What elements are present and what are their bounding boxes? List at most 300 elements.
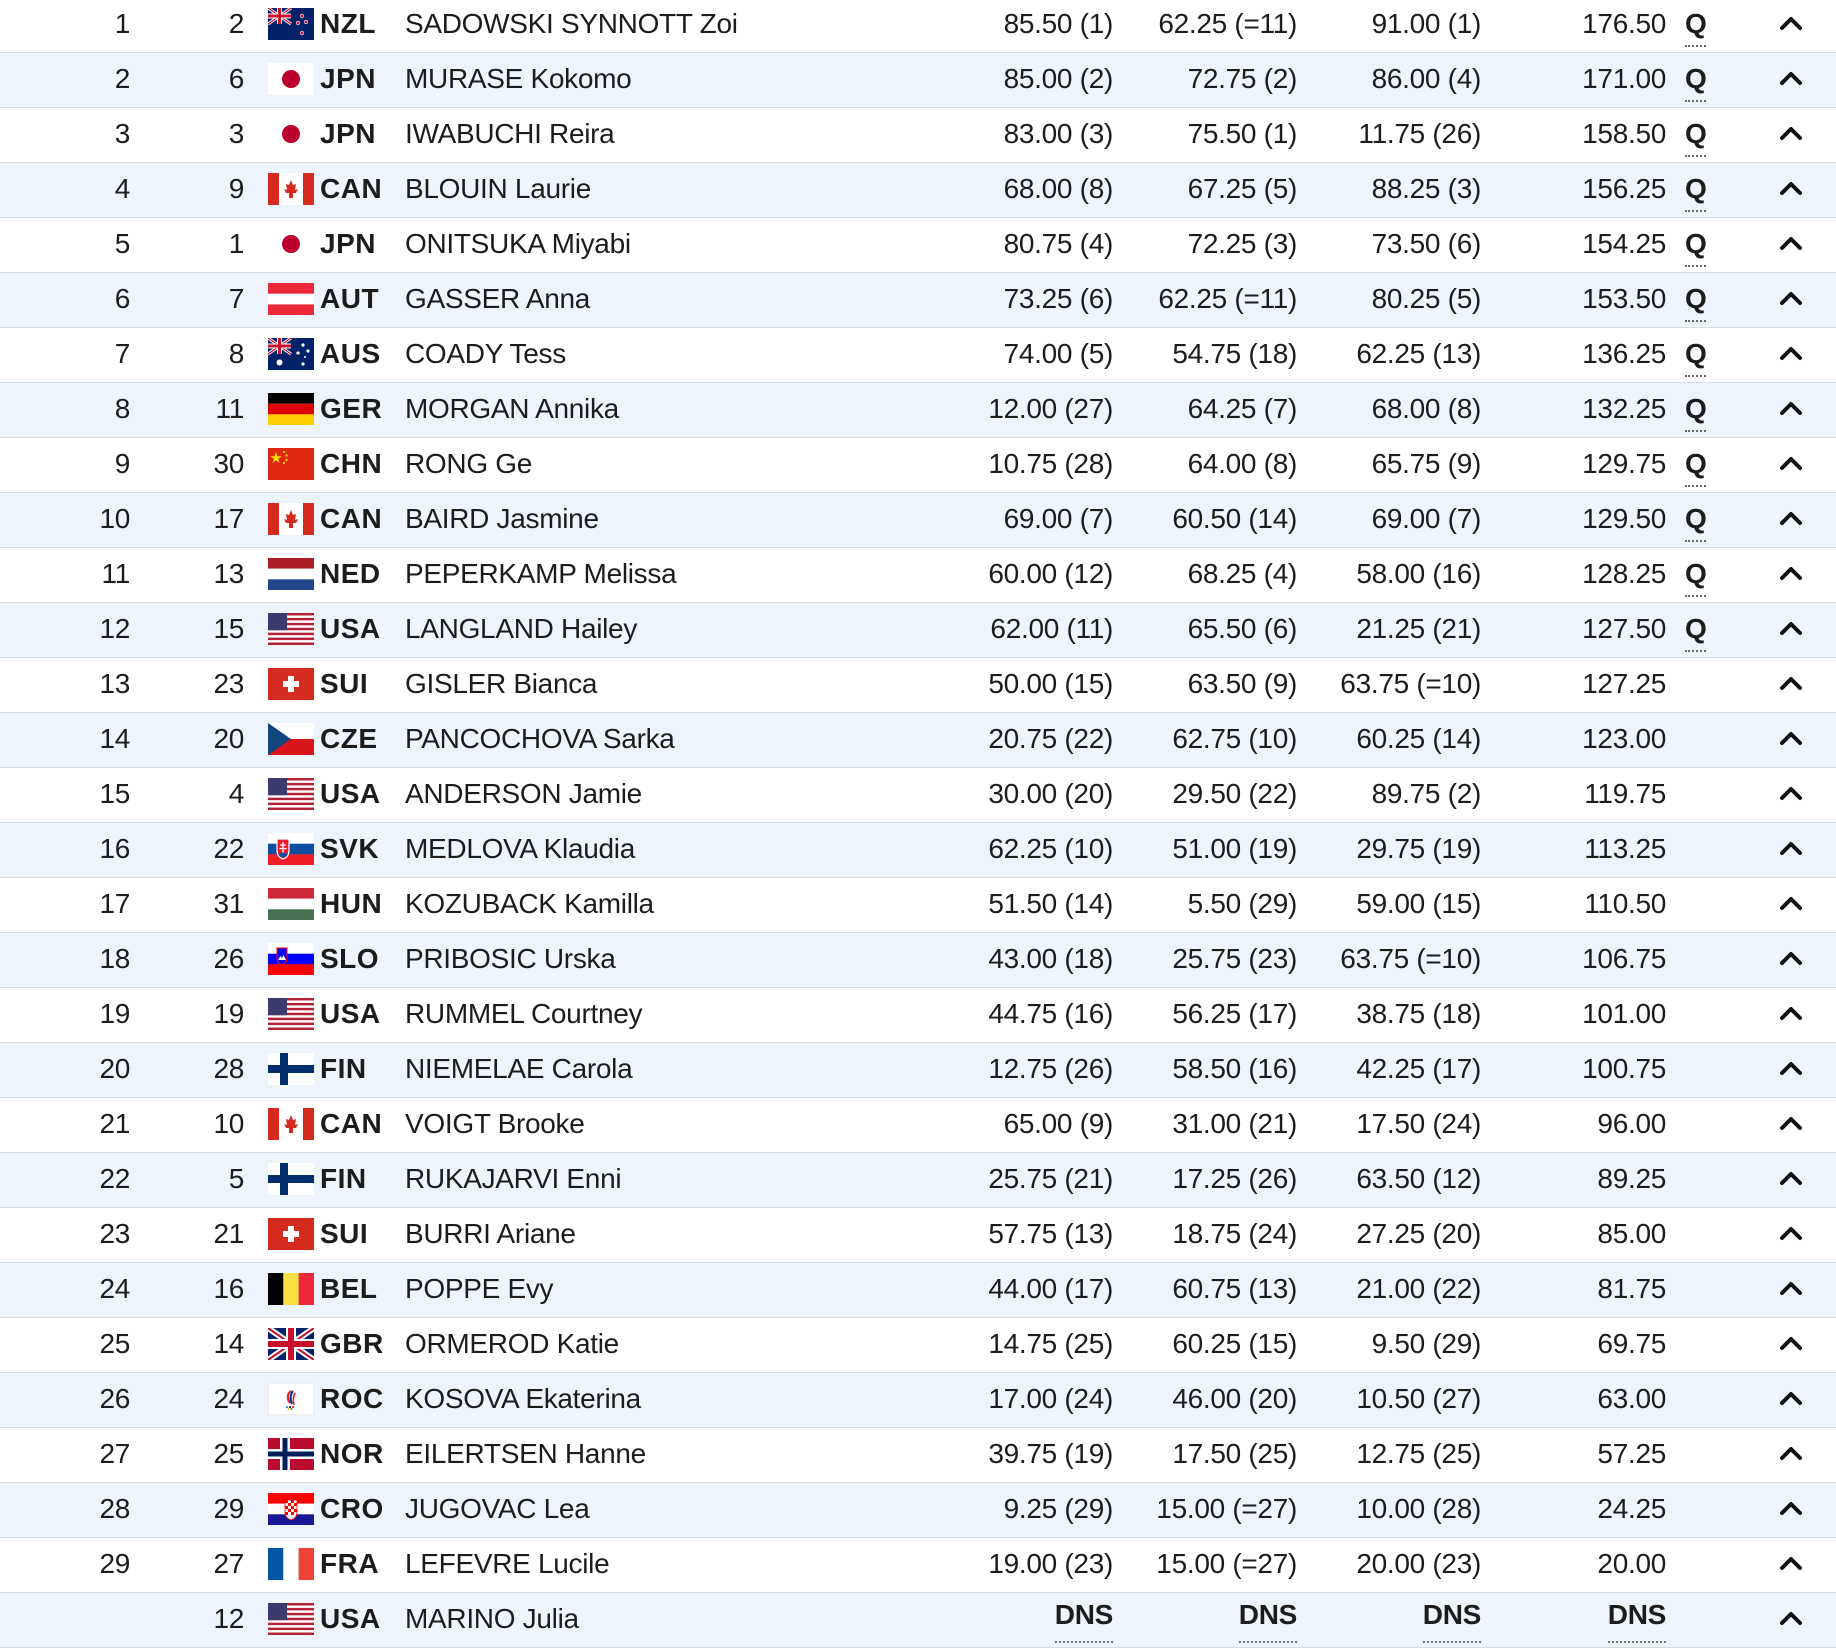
total-score: 106.75 <box>1582 943 1666 974</box>
qualified-badge <box>1685 108 1706 162</box>
run2-score: 17.25 (26) <box>1172 1163 1297 1194</box>
expand-chevron-icon[interactable] <box>1778 728 1804 748</box>
athlete-name[interactable]: KOZUBACK Kamilla <box>405 888 654 919</box>
qualified-badge <box>1685 548 1706 602</box>
run1-score: 62.25 (10) <box>988 833 1113 864</box>
run3-score: 17.50 (24) <box>1356 1108 1481 1139</box>
bib-number: 10 <box>213 1108 244 1139</box>
flag-roc-icon <box>268 1383 314 1415</box>
noc-code: CAN <box>320 503 383 534</box>
athlete-name[interactable]: PEPERKAMP Melissa <box>405 558 677 589</box>
run3-score: 80.25 (5) <box>1371 283 1481 314</box>
expand-chevron-icon[interactable] <box>1778 1113 1804 1133</box>
flag-cze-icon <box>268 723 314 755</box>
result-row[interactable] <box>0 1043 1836 1098</box>
expand-chevron-icon[interactable] <box>1778 1443 1804 1463</box>
noc-code: SLO <box>320 943 380 974</box>
result-row[interactable] <box>0 1208 1836 1263</box>
expand-chevron-icon[interactable] <box>1778 673 1804 693</box>
run2-score: 67.25 (5) <box>1187 173 1297 204</box>
rank: 17 <box>99 888 130 919</box>
run1-score: 17.00 (24) <box>988 1383 1113 1414</box>
qualified-badge <box>1685 0 1706 52</box>
total-score: 110.50 <box>1584 888 1666 919</box>
result-row[interactable] <box>0 1153 1836 1208</box>
total-score: 85.00 <box>1597 1218 1666 1249</box>
run3-score: 29.75 (19) <box>1356 833 1481 864</box>
rank: 5 <box>114 228 130 259</box>
rank: 13 <box>99 668 130 699</box>
run1-score: 80.75 (4) <box>1003 228 1113 259</box>
result-row[interactable] <box>0 1593 1836 1648</box>
flag-gbr-icon <box>268 1328 314 1360</box>
flag-jpn-icon <box>268 118 314 150</box>
athlete-name[interactable]: COADY Tess <box>405 338 566 369</box>
run1-score: 14.75 (25) <box>988 1328 1113 1359</box>
bib-number: 17 <box>213 503 244 534</box>
qualified-mark: Q <box>1685 388 1706 432</box>
bib-number: 29 <box>213 1493 244 1524</box>
run1-score: 25.75 (21) <box>988 1163 1113 1194</box>
bib-number: 26 <box>213 943 244 974</box>
run2-score: 63.50 (9) <box>1187 668 1297 699</box>
run2-score: 72.75 (2) <box>1187 63 1297 94</box>
noc-code: GBR <box>320 1328 384 1359</box>
run1-score: 12.00 (27) <box>988 393 1113 424</box>
qualified-badge <box>1685 438 1706 492</box>
run1-score: 44.75 (16) <box>988 998 1113 1029</box>
run1-score: 68.00 (8) <box>1003 173 1113 204</box>
run3-score: 27.25 (20) <box>1356 1218 1481 1249</box>
run3-score: 73.50 (6) <box>1371 228 1481 259</box>
run1-score: 20.75 (22) <box>988 723 1113 754</box>
result-row[interactable] <box>0 108 1836 163</box>
total-score: 154.25 <box>1582 228 1666 259</box>
rank: 10 <box>99 503 130 534</box>
result-row[interactable] <box>0 1263 1836 1318</box>
run3-score: 59.00 (15) <box>1356 888 1481 919</box>
total-score: 176.50 <box>1582 8 1666 39</box>
expand-chevron-icon[interactable] <box>1778 343 1804 363</box>
run1-score: 85.50 (1) <box>1003 8 1113 39</box>
total-score: 96.00 <box>1597 1108 1666 1139</box>
run1-score: 39.75 (19) <box>988 1438 1113 1469</box>
run2-score: 5.50 (29) <box>1187 888 1297 919</box>
run1-score: 43.00 (18) <box>988 943 1113 974</box>
result-row[interactable] <box>0 823 1836 878</box>
rank: 20 <box>99 1053 130 1084</box>
run3-score: 21.00 (22) <box>1356 1273 1481 1304</box>
result-row[interactable] <box>0 1318 1836 1373</box>
total-score: 129.75 <box>1582 448 1666 479</box>
run3-score: 10.50 (27) <box>1356 1383 1481 1414</box>
athlete-name[interactable]: RUKAJARVI Enni <box>405 1163 622 1194</box>
run3-score: 63.75 (=10) <box>1340 668 1481 699</box>
result-row[interactable] <box>0 658 1836 713</box>
qualified-mark: Q <box>1685 498 1706 542</box>
run1-score: 30.00 (20) <box>988 778 1113 809</box>
run3-score: 63.50 (12) <box>1356 1163 1481 1194</box>
rank: 21 <box>99 1108 130 1139</box>
result-row[interactable] <box>0 1538 1836 1593</box>
rank: 16 <box>99 833 130 864</box>
run3-score: 9.50 (29) <box>1371 1328 1481 1359</box>
noc-code: USA <box>320 778 381 809</box>
qualified-mark: Q <box>1685 58 1706 102</box>
noc-code: SUI <box>320 1218 369 1249</box>
flag-hun-icon <box>268 888 314 920</box>
athlete-name[interactable]: EILERTSEN Hanne <box>405 1438 646 1469</box>
bib-number: 23 <box>213 668 244 699</box>
athlete-name[interactable]: ONITSUKA Miyabi <box>405 228 631 259</box>
athlete-name[interactable]: LEFEVRE Lucile <box>405 1548 610 1579</box>
result-row[interactable] <box>0 878 1836 933</box>
total-score: 89.25 <box>1597 1163 1666 1194</box>
bib-number: 22 <box>213 833 244 864</box>
noc-code: FIN <box>320 1163 367 1194</box>
noc-code: JPN <box>320 228 376 259</box>
qualified-badge <box>1685 273 1706 327</box>
total-score: 171.00 <box>1582 63 1666 94</box>
expand-chevron-icon[interactable] <box>1778 68 1804 88</box>
total-score: 20.00 <box>1597 1548 1666 1579</box>
expand-chevron-icon[interactable] <box>1778 1553 1804 1573</box>
rank: 3 <box>114 118 130 149</box>
run2-score: 15.00 (=27) <box>1156 1493 1297 1524</box>
athlete-name[interactable]: IWABUCHI Reira <box>405 118 615 149</box>
run1-score: 44.00 (17) <box>988 1273 1113 1304</box>
expand-chevron-icon[interactable] <box>1778 1388 1804 1408</box>
result-row[interactable] <box>0 273 1836 328</box>
run2-score: 29.50 (22) <box>1172 778 1297 809</box>
qualified-mark: Q <box>1685 113 1706 157</box>
athlete-name[interactable]: GASSER Anna <box>405 283 591 314</box>
rank: 23 <box>99 1218 130 1249</box>
total-score: 100.75 <box>1582 1053 1666 1084</box>
athlete-name[interactable]: ANDERSON Jamie <box>405 778 642 809</box>
run1-score: 19.00 (23) <box>988 1548 1113 1579</box>
total-score: 127.50 <box>1582 613 1666 644</box>
run1-score: 10.75 (28) <box>988 448 1113 479</box>
noc-code: CZE <box>320 723 378 754</box>
run3-score: 69.00 (7) <box>1371 503 1481 534</box>
expand-chevron-icon[interactable] <box>1778 1223 1804 1243</box>
total-score: 24.25 <box>1597 1493 1666 1524</box>
result-row[interactable] <box>0 988 1836 1043</box>
rank: 7 <box>114 338 130 369</box>
bib-number: 28 <box>213 1053 244 1084</box>
bib-number: 16 <box>213 1273 244 1304</box>
run3-score: 86.00 (4) <box>1371 63 1481 94</box>
rank: 19 <box>99 998 130 1029</box>
flag-usa-icon <box>268 778 314 810</box>
total-score: 57.25 <box>1597 1438 1666 1469</box>
expand-chevron-icon[interactable] <box>1778 563 1804 583</box>
run2-score: 56.25 (17) <box>1172 998 1297 1029</box>
run1-score: 51.50 (14) <box>988 888 1113 919</box>
run3-score: 10.00 (28) <box>1356 1493 1481 1524</box>
run2-score: 31.00 (21) <box>1172 1108 1297 1139</box>
flag-can-icon <box>268 173 314 205</box>
expand-chevron-icon[interactable] <box>1778 288 1804 308</box>
expand-chevron-icon[interactable] <box>1778 1608 1804 1628</box>
athlete-name[interactable]: RONG Ge <box>405 448 533 479</box>
result-row[interactable] <box>0 53 1836 108</box>
flag-usa-icon <box>268 1603 314 1635</box>
run1-score: 69.00 (7) <box>1003 503 1113 534</box>
result-row[interactable] <box>0 218 1836 273</box>
flag-sui-icon <box>268 668 314 700</box>
run1-score: DNS <box>1055 1593 1113 1643</box>
bib-number: 9 <box>228 173 244 204</box>
expand-chevron-icon[interactable] <box>1778 1278 1804 1298</box>
flag-jpn-icon <box>268 228 314 260</box>
bib-number: 6 <box>228 63 244 94</box>
flag-slo-icon <box>268 943 314 975</box>
athlete-name[interactable]: NIEMELAE Carola <box>405 1053 633 1084</box>
expand-chevron-icon[interactable] <box>1778 1498 1804 1518</box>
result-row[interactable] <box>0 933 1836 988</box>
athlete-name[interactable]: MARINO Julia <box>405 1603 579 1634</box>
run1-score: 60.00 (12) <box>988 558 1113 589</box>
rank: 1 <box>114 8 130 39</box>
flag-fin-icon <box>268 1053 314 1085</box>
result-row[interactable] <box>0 603 1836 658</box>
qualified-mark: Q <box>1685 333 1706 377</box>
athlete-name[interactable]: RUMMEL Courtney <box>405 998 643 1029</box>
rank: 27 <box>99 1438 130 1469</box>
athlete-name[interactable]: KOSOVA Ekaterina <box>405 1383 641 1414</box>
noc-code: FIN <box>320 1053 367 1084</box>
expand-chevron-icon[interactable] <box>1778 1003 1804 1023</box>
athlete-name[interactable]: BLOUIN Laurie <box>405 173 591 204</box>
run2-score: 60.25 (15) <box>1172 1328 1297 1359</box>
bib-number: 11 <box>215 393 244 424</box>
athlete-name[interactable]: JUGOVAC Lea <box>405 1493 590 1524</box>
total-score: 158.50 <box>1582 118 1666 149</box>
total-score: 156.25 <box>1582 173 1666 204</box>
flag-fra-icon <box>268 1548 314 1580</box>
result-row[interactable] <box>0 1373 1836 1428</box>
result-row[interactable] <box>0 493 1836 548</box>
expand-chevron-icon[interactable] <box>1778 1333 1804 1353</box>
athlete-name[interactable]: MURASE Kokomo <box>405 63 632 94</box>
expand-chevron-icon[interactable] <box>1778 178 1804 198</box>
noc-code: AUT <box>320 283 380 314</box>
total-score: 81.75 <box>1597 1273 1666 1304</box>
rank: 18 <box>99 943 130 974</box>
athlete-name[interactable]: VOIGT Brooke <box>405 1108 585 1139</box>
bib-number: 13 <box>213 558 244 589</box>
noc-code: JPN <box>320 118 376 149</box>
run2-score: 68.25 (4) <box>1187 558 1297 589</box>
bib-number: 2 <box>228 8 244 39</box>
expand-chevron-icon[interactable] <box>1778 1168 1804 1188</box>
run3-score: 38.75 (18) <box>1356 998 1481 1029</box>
rank: 2 <box>114 63 130 94</box>
qualified-mark: Q <box>1685 3 1706 47</box>
run1-score: 83.00 (3) <box>1003 118 1113 149</box>
bib-number: 19 <box>213 998 244 1029</box>
run2-score: 72.25 (3) <box>1187 228 1297 259</box>
result-row[interactable] <box>0 548 1836 603</box>
noc-code: AUS <box>320 338 381 369</box>
qualified-mark: Q <box>1685 223 1706 267</box>
qualified-badge <box>1685 493 1706 547</box>
athlete-name[interactable]: BAIRD Jasmine <box>405 503 599 534</box>
result-row[interactable] <box>0 1098 1836 1153</box>
run3-score: 12.75 (25) <box>1356 1438 1481 1469</box>
rank: 6 <box>114 283 130 314</box>
run2-score: 58.50 (16) <box>1172 1053 1297 1084</box>
run1-score: 73.25 (6) <box>1003 283 1113 314</box>
total-score: 129.50 <box>1582 503 1666 534</box>
run2-score: 75.50 (1) <box>1187 118 1297 149</box>
rank: 15 <box>99 778 130 809</box>
rank: 26 <box>99 1383 130 1414</box>
expand-chevron-icon[interactable] <box>1778 838 1804 858</box>
noc-code: USA <box>320 998 381 1029</box>
rank: 12 <box>99 613 130 644</box>
qualified-badge <box>1685 53 1706 107</box>
qualified-mark: Q <box>1685 553 1706 597</box>
noc-code: NZL <box>320 8 376 39</box>
qualified-mark: Q <box>1685 168 1706 212</box>
run2-score: 17.50 (25) <box>1172 1438 1297 1469</box>
rank: 9 <box>114 448 130 479</box>
run2-score: 65.50 (6) <box>1187 613 1297 644</box>
athlete-name[interactable]: SADOWSKI SYNNOTT Zoi <box>405 8 738 39</box>
bib-number: 5 <box>228 1163 244 1194</box>
bib-number: 31 <box>213 888 244 919</box>
noc-code: HUN <box>320 888 383 919</box>
bib-number: 3 <box>228 118 244 149</box>
athlete-name[interactable]: PANCOCHOVA Sarka <box>405 723 675 754</box>
total-score: 119.75 <box>1584 778 1666 809</box>
athlete-name[interactable]: ORMEROD Katie <box>405 1328 619 1359</box>
run2-score: 46.00 (20) <box>1172 1383 1297 1414</box>
expand-chevron-icon[interactable] <box>1778 398 1804 418</box>
run2-score: 64.00 (8) <box>1187 448 1297 479</box>
run3-score: DNS <box>1423 1593 1481 1643</box>
run1-score: 65.00 (9) <box>1003 1108 1113 1139</box>
athlete-name[interactable]: LANGLAND Hailey <box>405 613 638 644</box>
qualified-mark: Q <box>1685 278 1706 322</box>
result-row[interactable] <box>0 383 1836 438</box>
expand-chevron-icon[interactable] <box>1778 508 1804 528</box>
flag-usa-icon <box>268 998 314 1030</box>
run2-score: 60.75 (13) <box>1172 1273 1297 1304</box>
bib-number: 20 <box>213 723 244 754</box>
run1-score: 85.00 (2) <box>1003 63 1113 94</box>
qualified-badge <box>1685 328 1706 382</box>
run1-score: 74.00 (5) <box>1003 338 1113 369</box>
result-row[interactable] <box>0 328 1836 383</box>
result-row[interactable] <box>0 438 1836 493</box>
rank: 4 <box>114 173 130 204</box>
result-row[interactable] <box>0 768 1836 823</box>
bib-number: 21 <box>213 1218 244 1249</box>
total-score: 128.25 <box>1582 558 1666 589</box>
run3-score: 65.75 (9) <box>1371 448 1481 479</box>
rank: 25 <box>99 1328 130 1359</box>
total-score: DNS <box>1608 1593 1666 1643</box>
run3-score: 68.00 (8) <box>1371 393 1481 424</box>
expand-chevron-icon[interactable] <box>1778 13 1804 33</box>
run3-score: 42.25 (17) <box>1356 1053 1481 1084</box>
athlete-name[interactable]: POPPE Evy <box>405 1273 554 1304</box>
total-score: 69.75 <box>1597 1328 1666 1359</box>
run1-score: 57.75 (13) <box>988 1218 1113 1249</box>
run1-score: 62.00 (11) <box>990 613 1113 644</box>
run2-score: 62.25 (=11) <box>1158 283 1297 314</box>
rank: 14 <box>99 723 130 754</box>
total-score: 101.00 <box>1582 998 1666 1029</box>
result-row[interactable] <box>0 163 1836 218</box>
result-row[interactable] <box>0 0 1836 53</box>
flag-sui-icon <box>268 1218 314 1250</box>
flag-bel-icon <box>268 1273 314 1305</box>
run2-score: 51.00 (19) <box>1172 833 1297 864</box>
rank: 28 <box>99 1493 130 1524</box>
expand-chevron-icon[interactable] <box>1778 893 1804 913</box>
expand-chevron-icon[interactable] <box>1778 453 1804 473</box>
bib-number: 12 <box>213 1603 244 1634</box>
noc-code: FRA <box>320 1548 380 1579</box>
flag-chn-icon <box>268 448 314 480</box>
bib-number: 25 <box>213 1438 244 1469</box>
flag-can-icon <box>268 503 314 535</box>
expand-chevron-icon[interactable] <box>1778 233 1804 253</box>
total-score: 132.25 <box>1582 393 1666 424</box>
run3-score: 91.00 (1) <box>1371 8 1481 39</box>
flag-can-icon <box>268 1108 314 1140</box>
noc-code: USA <box>320 1603 381 1634</box>
expand-chevron-icon[interactable] <box>1778 618 1804 638</box>
run2-score: 54.75 (18) <box>1172 338 1297 369</box>
run2-score: 25.75 (23) <box>1172 943 1297 974</box>
qualified-badge <box>1685 163 1706 217</box>
run2-score: DNS <box>1239 1593 1297 1643</box>
flag-ned-icon <box>268 558 314 590</box>
athlete-name[interactable]: MEDLOVA Klaudia <box>405 833 635 864</box>
rank: 22 <box>99 1163 130 1194</box>
total-score: 127.25 <box>1582 668 1666 699</box>
result-row[interactable] <box>0 1428 1836 1483</box>
noc-code: CAN <box>320 1108 383 1139</box>
flag-svk-icon <box>268 833 314 865</box>
noc-code: NED <box>320 558 381 589</box>
expand-chevron-icon[interactable] <box>1778 948 1804 968</box>
run2-score: 62.25 (=11) <box>1158 8 1297 39</box>
expand-chevron-icon[interactable] <box>1778 783 1804 803</box>
noc-code: ROC <box>320 1383 384 1414</box>
run3-score: 58.00 (16) <box>1356 558 1481 589</box>
rank: 24 <box>99 1273 130 1304</box>
result-row[interactable] <box>0 713 1836 768</box>
expand-chevron-icon[interactable] <box>1778 123 1804 143</box>
athlete-name[interactable]: GISLER Bianca <box>405 668 598 699</box>
athlete-name[interactable]: BURRI Ariane <box>405 1218 576 1249</box>
result-row[interactable] <box>0 1483 1836 1538</box>
flag-nzl-icon <box>268 8 314 40</box>
flag-cro-icon <box>268 1493 314 1525</box>
bib-number: 8 <box>228 338 244 369</box>
expand-chevron-icon[interactable] <box>1778 1058 1804 1078</box>
athlete-name[interactable]: MORGAN Annika <box>405 393 619 424</box>
run3-score: 60.25 (14) <box>1356 723 1481 754</box>
athlete-name[interactable]: PRIBOSIC Urska <box>405 943 616 974</box>
